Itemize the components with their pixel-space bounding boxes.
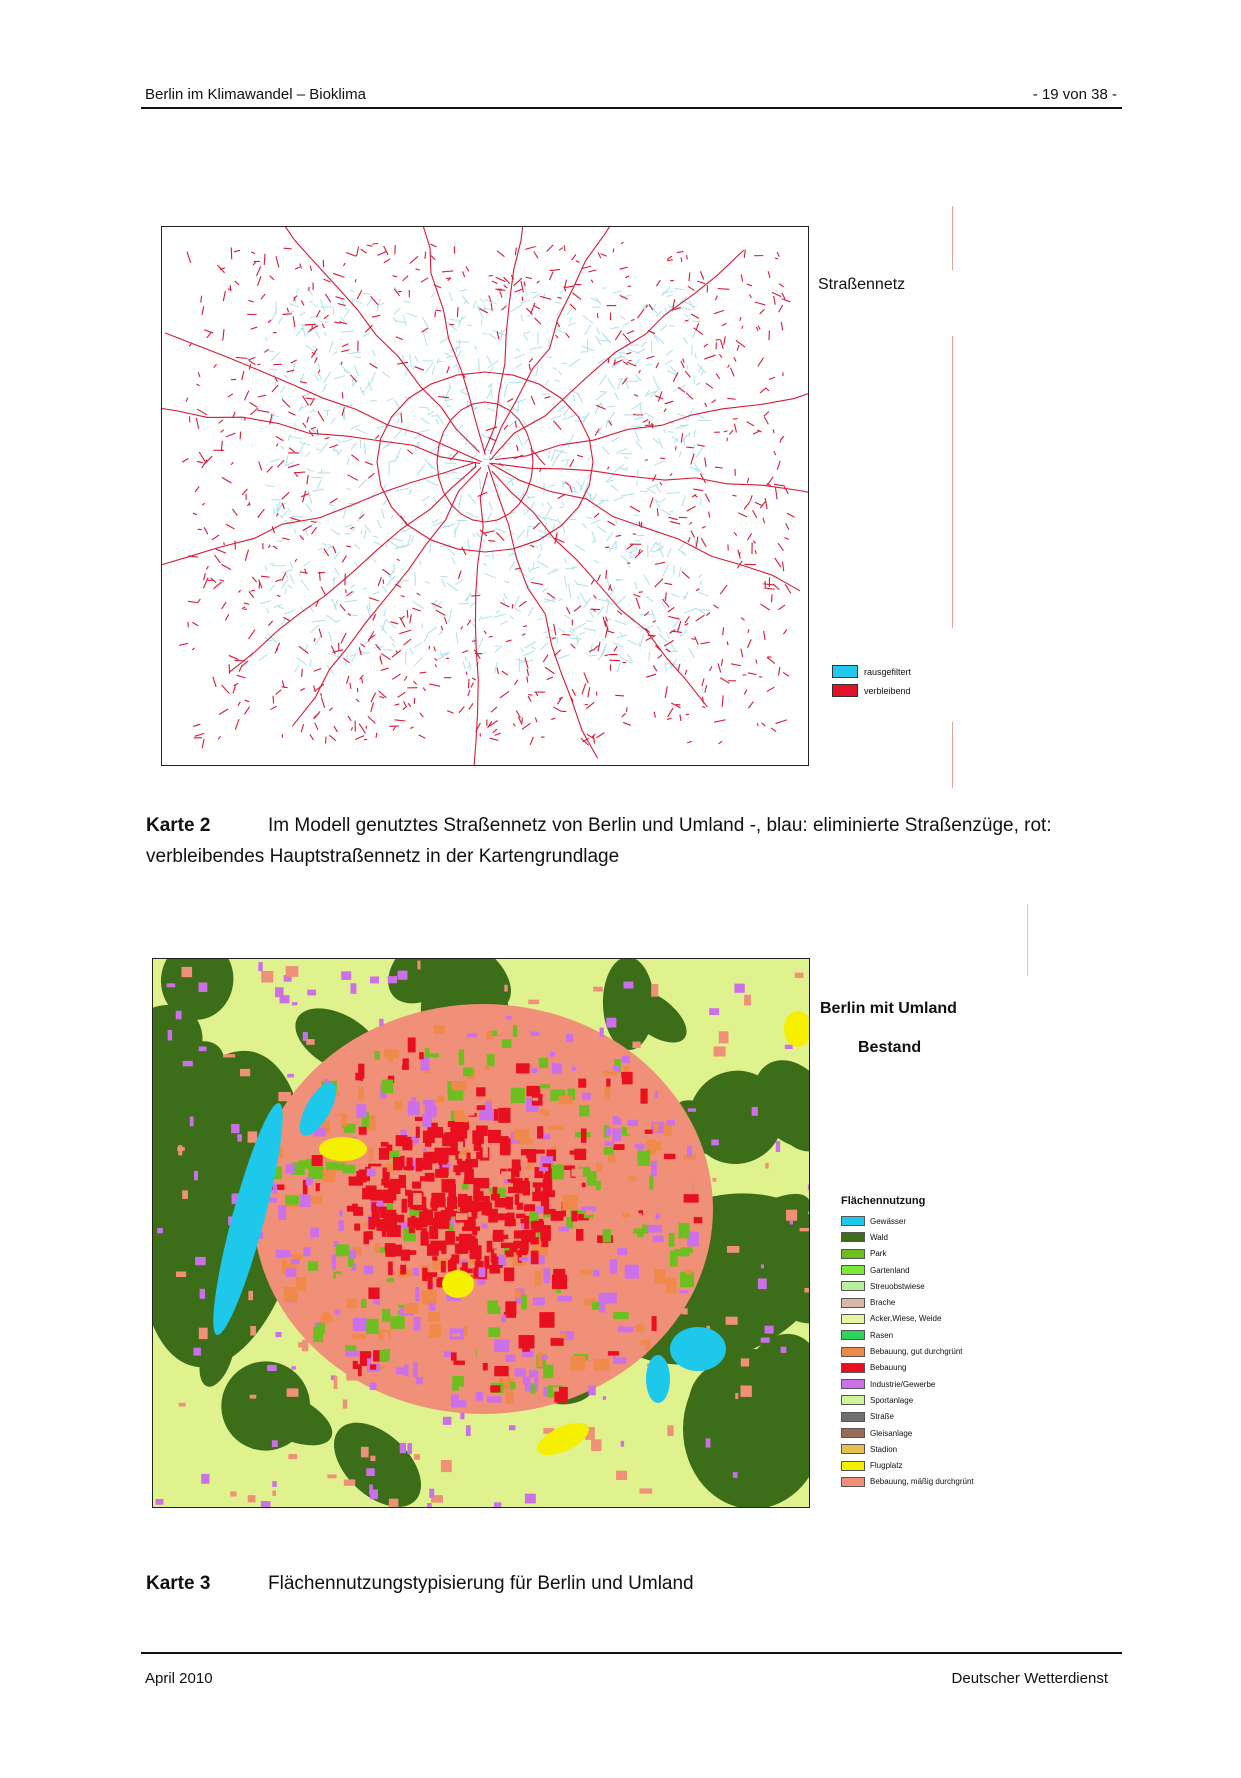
legend-title: Flächennutzung: [841, 1195, 926, 1207]
legend-swatch: [841, 1412, 865, 1422]
legend-swatch: [832, 684, 858, 697]
footer-organization: Deutscher Wetterdienst: [951, 1670, 1108, 1687]
legend-label: Gewässer: [870, 1216, 907, 1226]
footer-rule: [141, 1652, 1122, 1654]
header-rule: [141, 107, 1122, 109]
legend-label: Bebauung, gut durchgrünt: [870, 1347, 963, 1357]
legend-swatch: [841, 1477, 865, 1487]
legend-item: [841, 1457, 974, 1473]
legend-swatch: [841, 1379, 865, 1389]
legend-item: [841, 1327, 974, 1343]
legend-item: [841, 1311, 974, 1327]
legend-swatch: [841, 1216, 865, 1226]
land-use-drawing: [153, 959, 809, 1507]
legend-label: rausgefiltert: [864, 666, 912, 677]
legend-swatch: [841, 1281, 865, 1291]
caption-text: Flächennutzungstypisierung für Berlin und Umland: [268, 1573, 694, 1594]
legend-item: [841, 1392, 974, 1408]
legend-label: verbleibend: [864, 685, 911, 696]
legend-item-filtered: [832, 662, 911, 681]
legend-item: [841, 1376, 974, 1392]
legend-item: [841, 1474, 974, 1490]
legend-item: [841, 1262, 974, 1278]
legend-item-remaining: [832, 681, 911, 700]
street-map-title: Straßennetz: [818, 276, 906, 293]
legend-swatch: [841, 1395, 865, 1405]
legend-item: [841, 1441, 974, 1457]
legend-swatch: [841, 1265, 865, 1275]
legend-swatch: [841, 1298, 865, 1308]
legend-swatch: [841, 1428, 865, 1438]
legend-label: Flugplatz: [870, 1461, 903, 1471]
legend-label: Bebauung, mäßig durchgrünt: [870, 1477, 974, 1487]
legend-item: [841, 1278, 974, 1294]
caption-label: Karte 2: [146, 815, 211, 836]
street-network-drawing: [162, 227, 808, 765]
margin-line: [952, 336, 953, 628]
legend-item: [841, 1213, 974, 1229]
legend-swatch: [841, 1249, 865, 1259]
land-use-legend: [841, 1195, 974, 1490]
legend-item: [841, 1409, 974, 1425]
caption-label: Karte 3: [146, 1573, 211, 1594]
legend-label: Sportanlage: [870, 1395, 914, 1405]
legend-swatch: [832, 665, 858, 678]
legend-label: Wald: [870, 1232, 888, 1242]
legend-label: Acker,Wiese, Weide: [870, 1314, 942, 1324]
legend-label: Stadion: [870, 1444, 898, 1454]
legend-label: Gleisanlage: [870, 1428, 913, 1438]
figure-caption-karte-3: [146, 1568, 1121, 1599]
legend-swatch: [841, 1461, 865, 1471]
legend-swatch: [841, 1444, 865, 1454]
legend-swatch: [841, 1330, 865, 1340]
page-number: - 19 von 38 -: [1032, 86, 1117, 103]
legend-item: [841, 1294, 974, 1310]
margin-line: [1027, 904, 1028, 976]
legend-item: [841, 1343, 974, 1359]
legend-label: Bebauung: [870, 1363, 907, 1373]
legend-item: [841, 1229, 974, 1245]
caption-text: Im Modell genutztes Straßennetz von Berlin und Umland -, blau: eliminierte Straßenzüge, rot: verbleibendes Hauptstraßennetz in der Kartengrundlage: [146, 815, 1052, 867]
land-use-map-subtitle: Bestand: [858, 1039, 922, 1056]
running-header-title: Berlin im Klimawandel – Bioklima: [145, 86, 366, 103]
legend-label: Park: [870, 1249, 887, 1259]
legend-item: [841, 1425, 974, 1441]
margin-line: [952, 206, 953, 270]
footer-date: April 2010: [145, 1670, 213, 1687]
margin-line: [952, 722, 953, 788]
land-use-map: [152, 958, 810, 1508]
legend-swatch: [841, 1363, 865, 1373]
land-use-map-title: Berlin mit Umland: [820, 1000, 957, 1017]
legend-label: Brache: [870, 1298, 896, 1308]
legend-label: Streuobstwiese: [870, 1281, 925, 1291]
legend-label: Gartenland: [870, 1265, 910, 1275]
legend-label: Rasen: [870, 1330, 894, 1340]
legend-item: [841, 1246, 974, 1262]
street-network-map: [161, 226, 809, 766]
legend-item: [841, 1360, 974, 1376]
street-map-legend: [832, 662, 911, 700]
legend-swatch: [841, 1232, 865, 1242]
legend-label: Straße: [870, 1412, 895, 1422]
legend-swatch: [841, 1314, 865, 1324]
legend-swatch: [841, 1347, 865, 1357]
figure-caption-karte-2: [146, 810, 1121, 872]
legend-label: Industrie/Gewerbe: [870, 1379, 936, 1389]
